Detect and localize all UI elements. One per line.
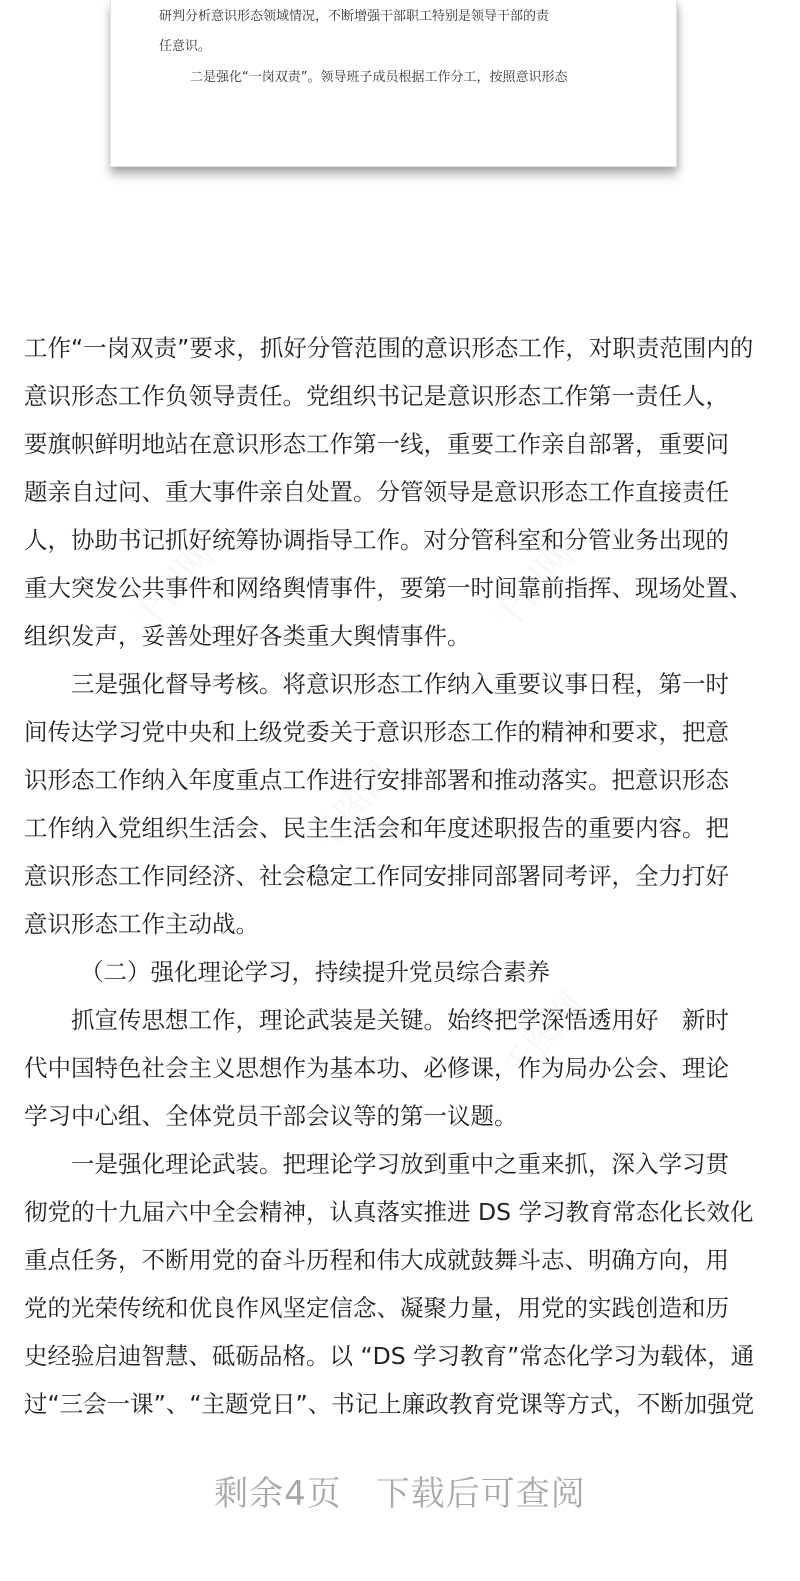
watermark: 千图网	[125, 534, 222, 639]
text-line: 重点任务，不断用党的奋斗历程和伟大成就鼓舞斗志、明确方向，用	[24, 1246, 729, 1274]
text-line: 彻党的十九届六中全会精神，认真落实推进 DS 学习教育常态化长效化	[24, 1198, 754, 1226]
text-line: 重大突发公共事件和网络舆情事件，要第一时间靠前指挥、现场处置、	[24, 574, 753, 602]
watermark: 千图网	[495, 984, 592, 1089]
text-line: 题亲自过问、重大事件亲自处置。分管领导是意识形态工作直接责任	[24, 478, 729, 506]
text-line: 过“三会一课”、“主题党日”、书记上廉政教育党课等方式，不断加强党	[24, 1390, 755, 1418]
document-preview-card	[110, 0, 677, 167]
text-line: 工作“一岗双责”要求，抓好分管范围的意识形态工作，对职责范围内的	[24, 334, 754, 362]
text-line: 代中国特色社会主义思想作为基本功、必修课，作为局办公会、理论	[24, 1054, 729, 1082]
section-heading: （二）强化理论学习，持续提升党员综合素养	[80, 958, 550, 986]
text-line: 识形态工作纳入年度重点工作进行安排部署和推动落实。把意识形态	[24, 766, 729, 794]
download-to-read-more-link[interactable]	[0, 1466, 800, 1515]
text-line: 一是强化理论武装。把理论学习放到重中之重来抓，深入学习贯	[71, 1150, 729, 1178]
text-line: 工作纳入党组织生活会、民主生活会和年度述职报告的重要内容。把	[24, 814, 729, 842]
text-line: 抓宣传思想工作，理论武装是关键。始终把学深悟透用好 新时	[71, 1006, 729, 1034]
text-line: 学习中心组、全体党员干部会议等的第一议题。	[24, 1102, 518, 1130]
text-line: 意识形态工作主动战。	[24, 910, 259, 938]
text-line: 间传达学习党中央和上级党委关于意识形态工作的精神和要求，把意	[24, 718, 729, 746]
watermark: 千图网	[305, 754, 402, 859]
text-line: 三是强化督导考核。将意识形态工作纳入重要议事日程，第一时	[71, 670, 729, 698]
download-hint-label: 下载后可查阅	[375, 1474, 586, 1514]
text-line: 意识形态工作负领导责任。党组织书记是意识形态工作第一责任人，	[24, 382, 729, 410]
watermark: 千图网	[485, 534, 582, 639]
text-line: 意识形态工作同经济、社会稳定工作同安排同部署同考评，全力打好	[24, 862, 729, 890]
text-line: 人，协助书记抓好统筹协调指导工作。对分管科室和分管业务出现的	[24, 526, 729, 554]
text-line: 党的光荣传统和优良作风坚定信念、凝聚力量，用党的实践创造和历	[24, 1294, 729, 1322]
text-line: 组织发声，妥善处理好各类重大舆情事件。	[24, 622, 471, 650]
document-body	[24, 324, 776, 1428]
preview-line: 任意识。	[159, 39, 212, 54]
preview-line: 二是强化“一岗双责”。领导班子成员根据工作分工，按照意识形态	[190, 70, 568, 85]
text-line: 史经验启迪智慧、砥砺品格。以 “DS 学习教育”常态化学习为载体，通	[24, 1342, 755, 1370]
remaining-pages-label: 剩余4页	[214, 1474, 342, 1514]
preview-line: 研判分析意识形态领域情况，不断增强干部职工特别是领导干部的责	[159, 9, 550, 24]
text-line: 要旗帜鲜明地站在意识形态工作第一线，重要工作亲自部署，重要问	[24, 430, 729, 458]
